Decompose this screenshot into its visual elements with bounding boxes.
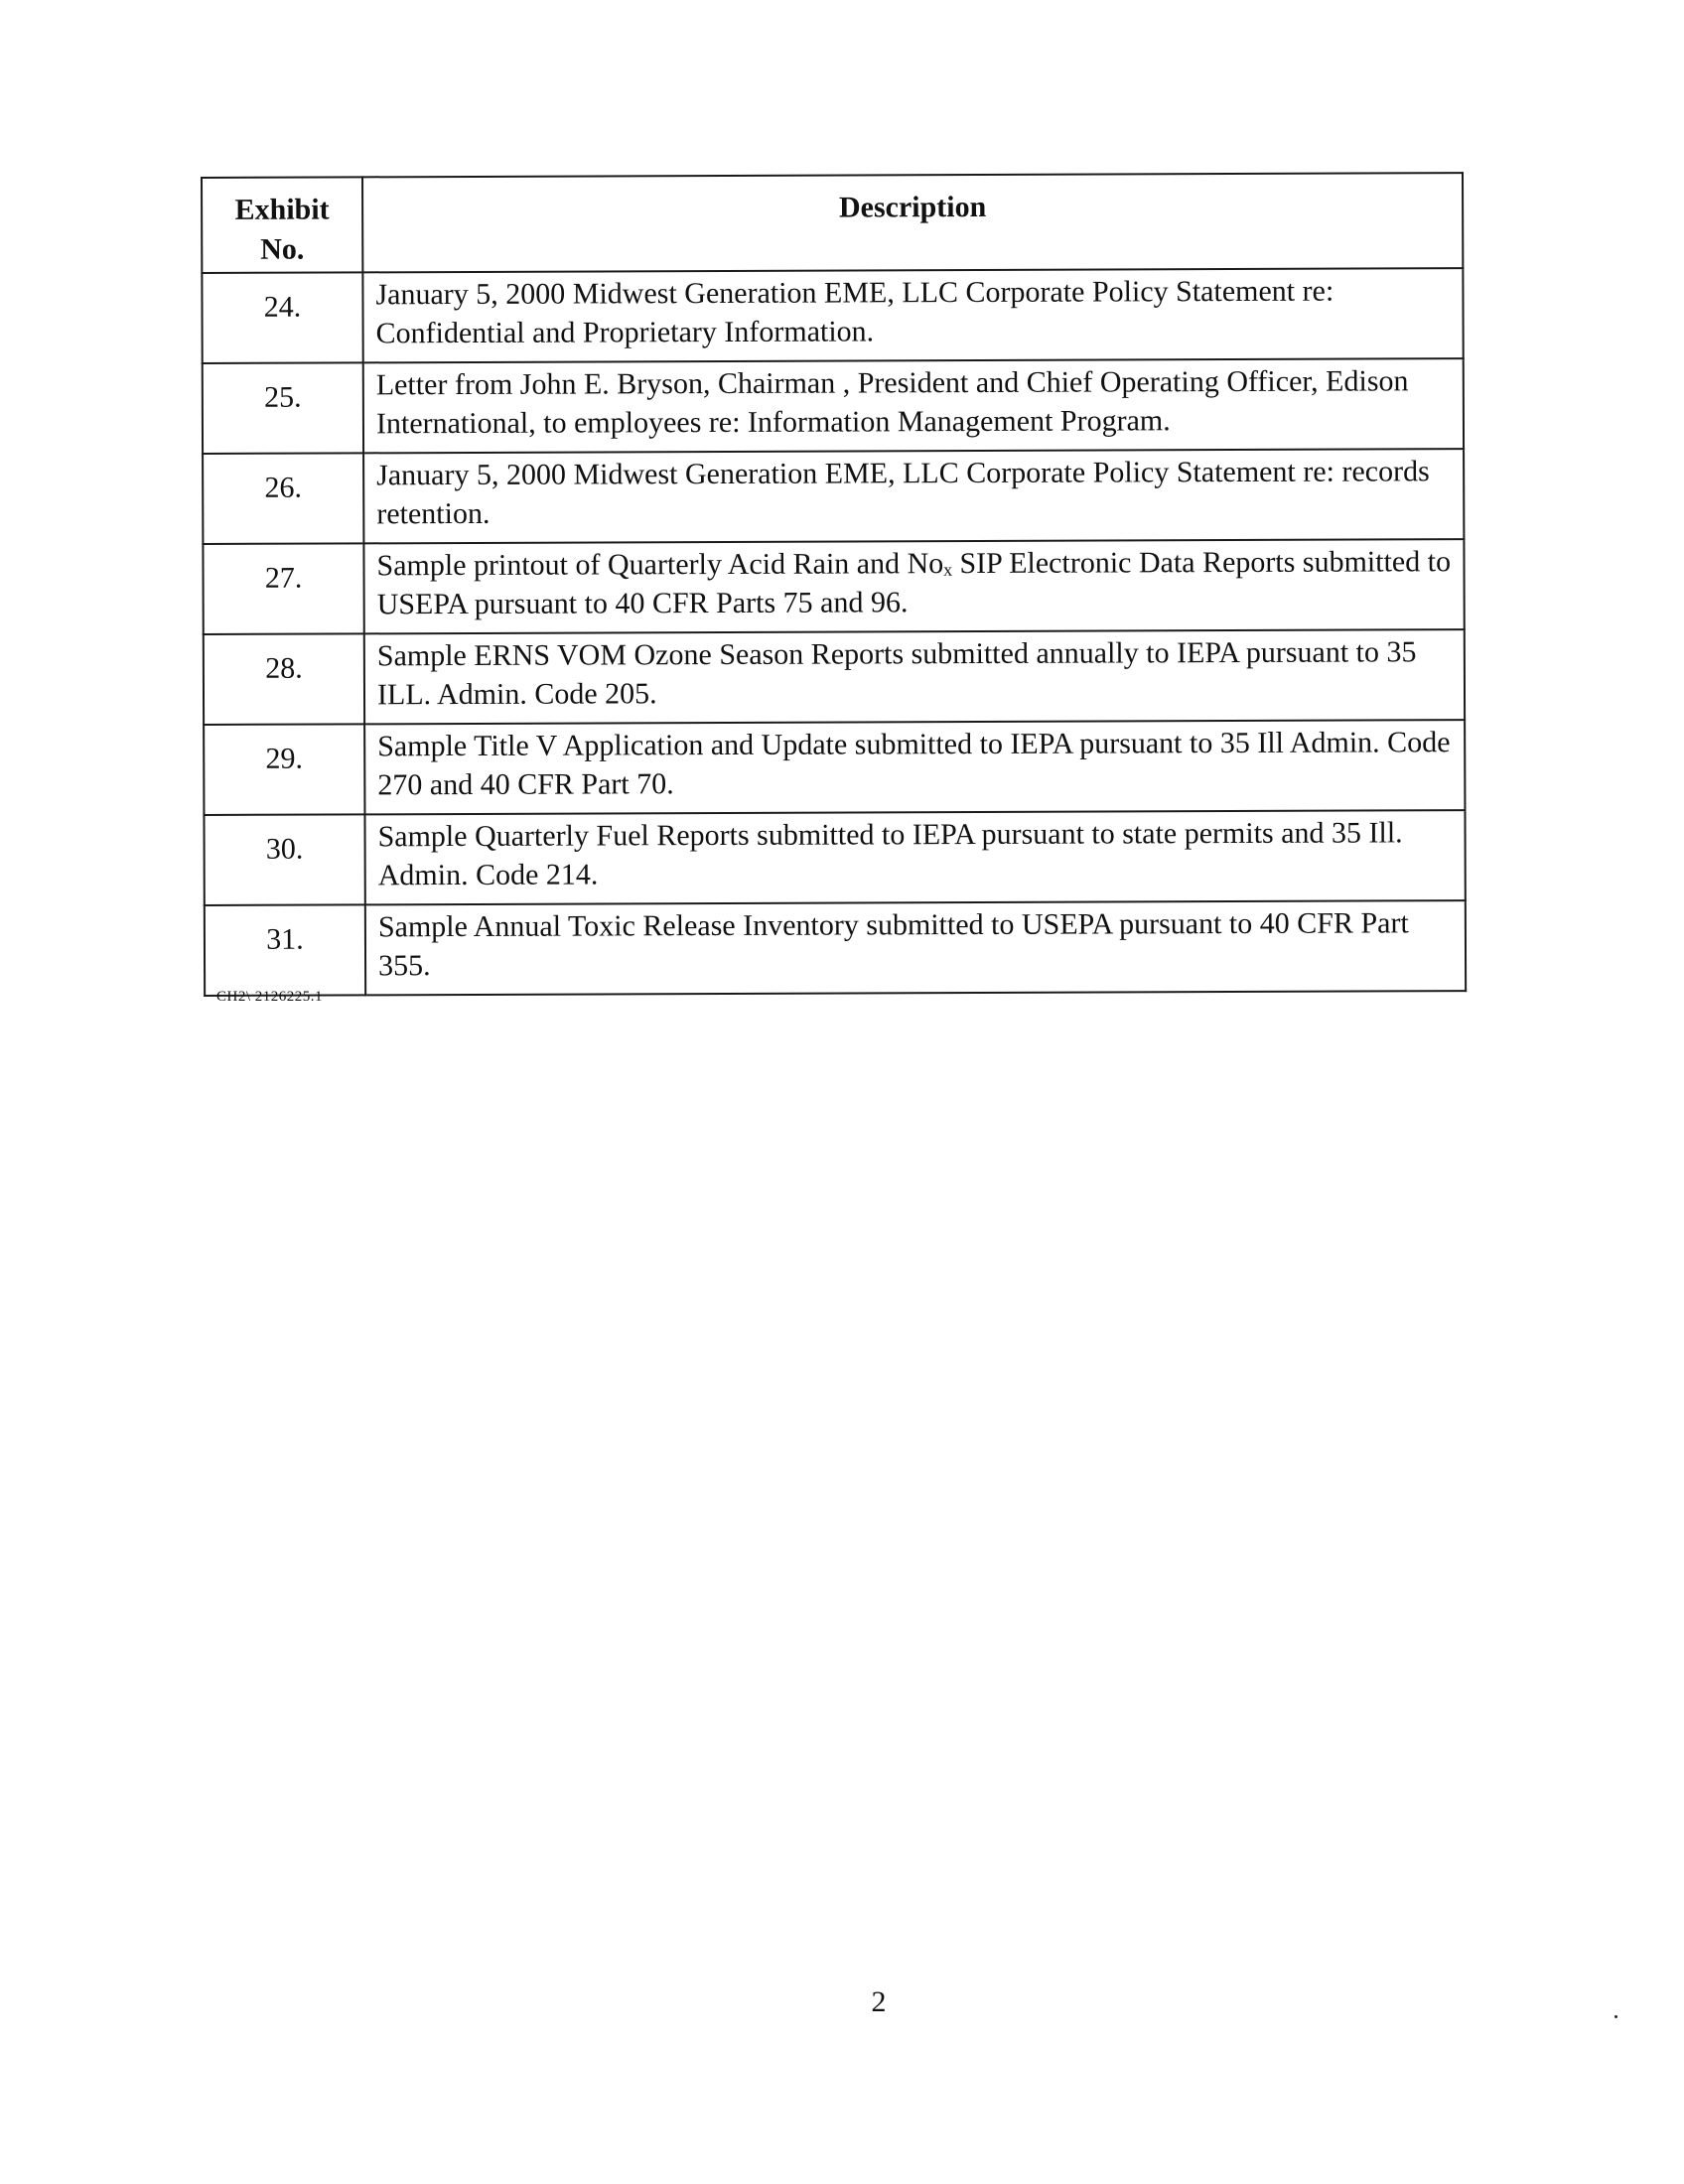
exhibit-description: Sample Quarterly Fuel Reports submitted to IEPA pursuant to state permits and 35 Ill. Admin. Code 214. [364, 810, 1465, 904]
exhibit-number: 27. [203, 543, 363, 634]
table-row [203, 449, 1464, 544]
exhibit-description: Letter from John E. Bryson, Chairman , President and Chief Operating Officer, Edison International, to employees re: Information Management Program. [363, 358, 1464, 453]
exhibit-description: January 5, 2000 Midwest Generation EME, LLC Corporate Policy Statement re: Confidential and Proprietary Information. [362, 268, 1463, 362]
table-row [202, 268, 1463, 363]
exhibit-number: 26. [203, 453, 363, 544]
table-header-row [202, 173, 1463, 273]
table-row [204, 629, 1465, 725]
table-row [203, 539, 1464, 634]
exhibit-number: 28. [204, 633, 364, 725]
exhibit-description: Sample printout of Quarterly Acid Rain and Noₓ SIP Electronic Data Reports submitted to USEPA pursuant to 40 CFR Parts 75 and 96. [363, 539, 1464, 633]
page-number: 2 [871, 1985, 887, 2018]
exhibit-description: January 5, 2000 Midwest Generation EME, LLC Corporate Policy Statement re: records retention. [363, 449, 1464, 543]
table-row [205, 900, 1466, 996]
exhibit-number: 30. [204, 814, 364, 905]
scan-speck [1614, 2015, 1617, 2018]
exhibit-number: 24. [202, 272, 362, 363]
exhibit-description: Sample Title V Application and Update submitted to IEPA pursuant to 35 Ill Admin. Code 270 and 40 CFR Part 70. [364, 720, 1465, 814]
exhibit-table [201, 172, 1467, 997]
table-row [204, 720, 1465, 815]
exhibit-number: 29. [204, 724, 364, 815]
exhibit-description: Sample ERNS VOM Ozone Season Reports submitted annually to IEPA pursuant to 35 ILL. Admin. Code 205. [364, 629, 1465, 724]
exhibit-description: Sample Annual Toxic Release Inventory submitted to USEPA pursuant to 40 CFR Part 355. [365, 900, 1466, 995]
exhibit-number: 31. [205, 904, 365, 996]
table-row [203, 358, 1464, 454]
description-header: Description [362, 173, 1463, 272]
table-row [204, 810, 1465, 905]
document-code: CH2\ 2126225.1 [216, 989, 324, 1005]
exhibit-no-header: Exhibit No. [202, 177, 362, 273]
exhibit-number: 25. [203, 362, 363, 454]
